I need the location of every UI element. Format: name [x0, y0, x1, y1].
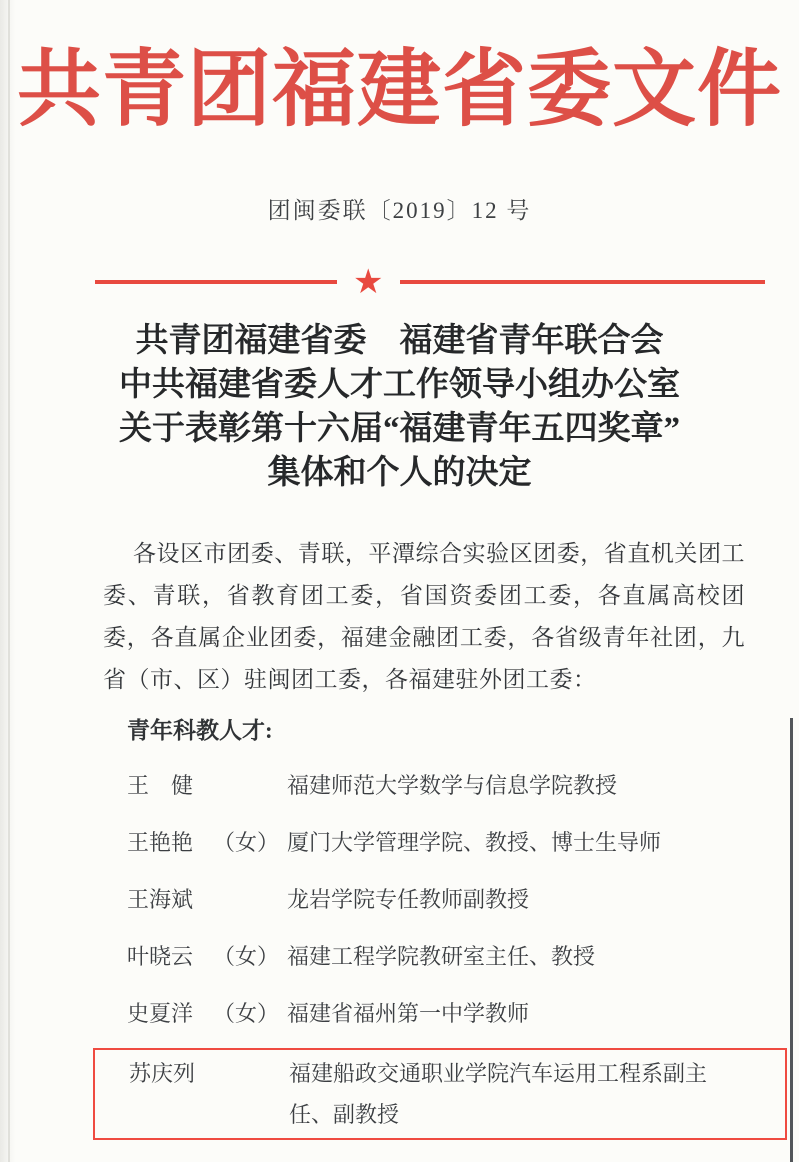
divider-line-left — [95, 280, 337, 284]
document-title — [0, 319, 799, 495]
document-title-line: 集体和个人的决定 — [267, 455, 532, 492]
salutation-paragraph: 各设区市团委、青联，平潭综合实验区团委，省直机关团工委、青联，省教育团工委，省国资委团工委，各直属高校团委，各直属企业团委，福建金融团工委，各省级青年社团，九省（市、区）驻闽团工委，各福建驻外团工委： — [103, 541, 745, 693]
scan-left-edge-line — [8, 0, 10, 1162]
letterhead-title: 共青团福建省委文件 — [16, 44, 782, 137]
awardee-list — [127, 771, 787, 1140]
divider-line-right — [400, 280, 766, 284]
awardee-affiliation: 福建师范大学数学与信息学院教授 — [287, 773, 618, 799]
awardee-name: 苏庆列 — [129, 1061, 196, 1087]
awardee-name-cell — [127, 942, 287, 972]
awardee-name: 叶晓云 — [127, 944, 194, 970]
awardee-affiliation: 福建工程学院教研室主任、教授 — [287, 944, 596, 970]
awardee-row-highlighted — [129, 1053, 785, 1135]
awardee-affiliation: 福建船政交通职业学院汽车运用工程系副主任、副教授 — [289, 1061, 708, 1128]
awardee-gender: （女） — [213, 830, 280, 856]
awardee-row — [127, 771, 787, 801]
document-number: 团闽委联〔2019〕12 号 — [267, 198, 532, 224]
awardee-name-cell — [129, 1053, 289, 1135]
awardee-row — [127, 942, 787, 972]
awardee-name: 王 健 — [127, 773, 194, 799]
awardee-row — [127, 999, 787, 1029]
document-title-line: 关于表彰第十六届“福建青年五四奖章” — [119, 411, 680, 448]
red-divider — [95, 262, 765, 303]
awardee-row — [127, 885, 787, 915]
awardee-affiliation: 福建省福州第一中学教师 — [287, 1001, 530, 1027]
awardee-name: 王海斌 — [127, 887, 194, 913]
awardee-name-cell — [127, 771, 287, 801]
awardee-name-cell — [127, 885, 287, 915]
awardee-name: 史夏洋 — [127, 1001, 194, 1027]
document-title-line: 中共福建省委人才工作领导小组办公室 — [119, 367, 680, 404]
awardee-name-cell — [127, 999, 287, 1029]
section-heading: 青年科教人才: — [127, 718, 273, 744]
awardee-name-cell — [127, 828, 287, 858]
awardee-affiliation: 厦门大学管理学院、教授、博士生导师 — [287, 830, 662, 856]
awardee-name: 王艳艳 — [127, 830, 194, 856]
scan-right-edge-line — [790, 718, 793, 1162]
awardee-row — [127, 828, 787, 858]
highlight-box — [93, 1048, 787, 1140]
document-title-line: 共青团福建省委 福建省青年联合会 — [135, 323, 664, 360]
awardee-affiliation: 龙岩学院专任教师副教授 — [287, 887, 530, 913]
awardee-gender: （女） — [213, 944, 280, 970]
star-icon: ★ — [353, 262, 384, 303]
awardee-gender: （女） — [213, 1001, 280, 1027]
